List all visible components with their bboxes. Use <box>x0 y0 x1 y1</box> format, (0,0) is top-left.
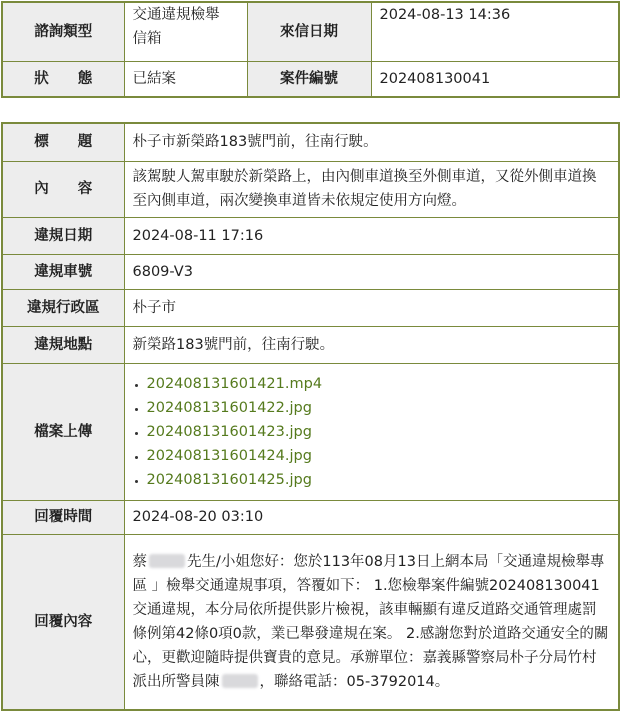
content-value: 該駕駛人駕車駛於新榮路上，由內側車道換至外側車道，又從外側車道換至內側車道，兩次變換車道皆未依規定使用方向燈。 <box>124 161 619 217</box>
district-label: 違規行政區 <box>2 289 124 326</box>
reply-time-label: 回覆時間 <box>2 500 124 534</box>
content-label: 內 容 <box>2 161 124 217</box>
location-value: 新榮路183號門前，往南行駛。 <box>124 326 619 363</box>
violation-date-value: 2024-08-11 17:16 <box>124 217 619 254</box>
plate-number-label: 違規車號 <box>2 254 124 289</box>
redacted-name-blur <box>149 554 185 568</box>
file-link[interactable]: 202408131601425.jpg <box>146 471 312 488</box>
case-number-value: 202408130041 <box>371 61 619 97</box>
file-item <box>147 420 611 444</box>
inquiry-type-label: 諮詢類型 <box>2 2 124 61</box>
file-link[interactable]: 202408131601423.jpg <box>146 423 312 440</box>
district-value: 朴子市 <box>124 289 619 326</box>
status-label: 狀 態 <box>2 61 124 97</box>
subject-label: 標 題 <box>2 123 124 161</box>
file-upload-label: 檔案上傳 <box>2 363 124 500</box>
letter-date-label: 來信日期 <box>247 2 371 61</box>
reply-suffix: ，聯絡電話：05-3792014。 <box>259 673 450 690</box>
subject-value: 朴子市新榮路183號門前，往南行駛。 <box>124 123 619 161</box>
violation-date-label: 違規日期 <box>2 217 124 254</box>
case-number-label: 案件編號 <box>247 61 371 97</box>
reply-content-value <box>124 534 619 710</box>
reply-body: 先生/小姐您好：您於113年08月13日上網本局「交通違規檢舉專區 」檢舉交通違規事項，答覆如下： 1.您檢舉案件編號202408130041交通違規，本分局依所提供影片檢視，該車輛顯有違反道路交通管理處罰條例第42條0項0款，業已舉發違規在案。 2.感謝您對於道路交通安全的關心，更歡迎隨時提供寶貴的意見。承辦單位：嘉義縣警察局朴子分局竹村派出所警員陳 <box>132 553 609 690</box>
inquiry-type-value <box>124 2 247 61</box>
plate-number-value: 6809-V3 <box>124 254 619 289</box>
file-upload-list-cell <box>124 363 619 500</box>
status-value: 已結案 <box>124 61 247 97</box>
file-item <box>147 372 611 396</box>
case-info-table <box>1 1 620 98</box>
redacted-officer-blur <box>222 674 258 688</box>
reply-content-label: 回覆內容 <box>2 534 124 710</box>
file-link[interactable]: 202408131601422.jpg <box>146 399 312 416</box>
inquiry-type-line2: 信箱 <box>132 31 162 47</box>
file-item <box>147 396 611 420</box>
location-label: 違規地點 <box>2 326 124 363</box>
inquiry-type-line1: 交通違規檢舉 <box>132 7 220 23</box>
letter-date-value: 2024-08-13 14:36 <box>371 2 619 61</box>
reply-time-value: 2024-08-20 03:10 <box>124 500 619 534</box>
file-list <box>133 372 611 492</box>
file-link[interactable]: 202408131601421.mp4 <box>146 375 323 392</box>
file-item <box>147 444 611 468</box>
file-item <box>147 468 611 492</box>
reply-prefix: 蔡 <box>132 553 147 570</box>
file-link[interactable]: 202408131601424.jpg <box>146 447 312 464</box>
case-detail-table <box>1 122 620 711</box>
